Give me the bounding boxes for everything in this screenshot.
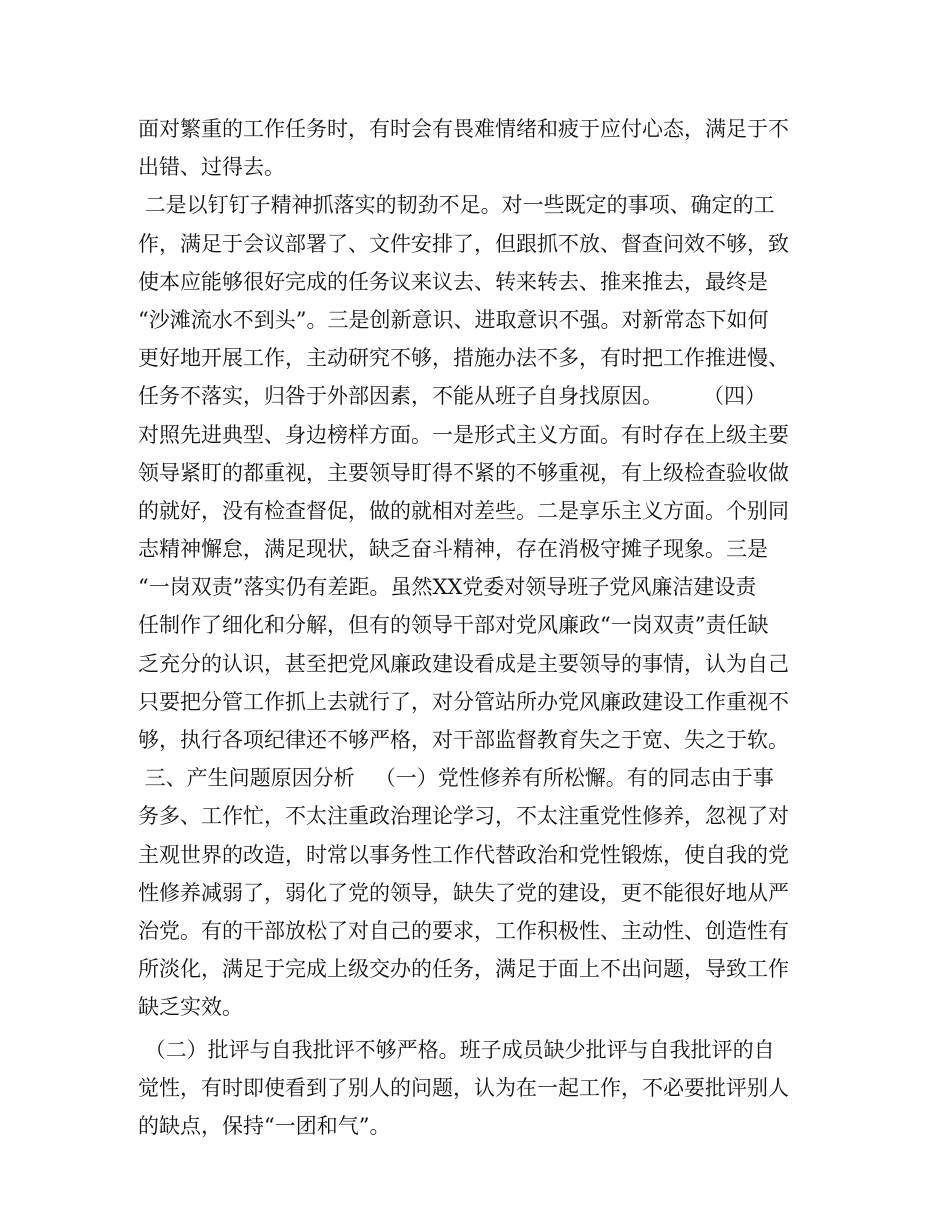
text-line: 性修养减弱了，弱化了党的领导，缺失了党的建设，更不能很好地从严 bbox=[138, 880, 789, 905]
text-line: 对照先进典型、身边榜样方面。一是形式主义方面。有时存在上级主要 bbox=[138, 422, 789, 447]
text-line: “沙滩流水不到头”。三是创新意识、进取意识不强。对新常态下如何 bbox=[138, 307, 769, 332]
text-line: 务多、工作忙，不太注重政治理论学习，不太注重党性修养，忽视了对 bbox=[138, 804, 789, 829]
text-line: 治党。有的干部放松了对自己的要求，工作积极性、主动性、创造性有 bbox=[138, 918, 789, 943]
text-line: 觉性，有时即使看到了别人的问题，认为在一起工作，不必要批评别人 bbox=[138, 1075, 789, 1100]
text-line: 面对繁重的工作任务时，有时会有畏难情绪和疲于应付心态，满足于不 bbox=[138, 117, 789, 141]
text-line: 的缺点，保持“一团和气”。 bbox=[138, 1113, 391, 1138]
text-line: 够，执行各项纪律还不够严格，对干部监督教育失之于宽、失之于软。 bbox=[138, 728, 789, 752]
text-line: 领导紧盯的都重视，主要领导盯得不紧的不够重视，有上级检查验收做 bbox=[138, 460, 789, 485]
text-line: 缺乏实效。 bbox=[138, 995, 243, 1020]
text-line: 所淡化，满足于完成上级交办的任务，满足于面上不出问题，导致工作 bbox=[138, 957, 789, 982]
text-line: 主观世界的改造，时常以事务性工作代替政治和党性锻炼，使自我的党 bbox=[138, 842, 789, 867]
text-line: 使本应能够很好完成的任务议来议去、转来转去、推来推去，最终是 bbox=[138, 269, 768, 294]
text-line: 只要把分管工作抓上去就行了，对分管站所办党风廉政建设工作重视不 bbox=[138, 689, 789, 714]
text-line: 的就好，没有检查督促，做的就相对差些。二是享乐主义方面。个别同 bbox=[138, 498, 789, 523]
text-line: 出错、过得去。 bbox=[138, 155, 285, 180]
document-body bbox=[138, 110, 818, 1145]
text-line: 三、产生问题原因分析 （一）党性修养有所松懈。有的同志由于事 bbox=[138, 766, 774, 791]
text-line: 更好地开展工作，主动研究不够，措施办法不多，有时把工作推进慢、 bbox=[138, 346, 789, 371]
text-line: 任务不落实，归咎于外部因素，不能从班子自身找原因。 （四） bbox=[138, 384, 767, 409]
text-line: 二是以钉钉子精神抓落实的韧劲不足。对一些既定的事项、确定的工 bbox=[138, 193, 775, 218]
text-line: 乏充分的认识，甚至把党风廉政建设看成是主要领导的事情，认为自己 bbox=[138, 651, 789, 676]
text-line: “一岗双责”落实仍有差距。虽然XX党委对领导班子党风廉洁建设责 bbox=[138, 575, 757, 600]
text-line: 任制作了细化和分解，但有的领导干部对党风廉政“一岗双责”责任缺 bbox=[138, 613, 769, 638]
text-line: 作，满足于会议部署了、文件安排了，但跟抓不放、督查问效不够，致 bbox=[138, 231, 789, 256]
text-line: （二）批评与自我批评不够严格。班子成员缺少批评与自我批评的自 bbox=[138, 1037, 775, 1062]
text-line: 志精神懈怠，满足现状，缺乏奋斗精神，存在消极守摊子现象。三是 bbox=[138, 537, 768, 562]
